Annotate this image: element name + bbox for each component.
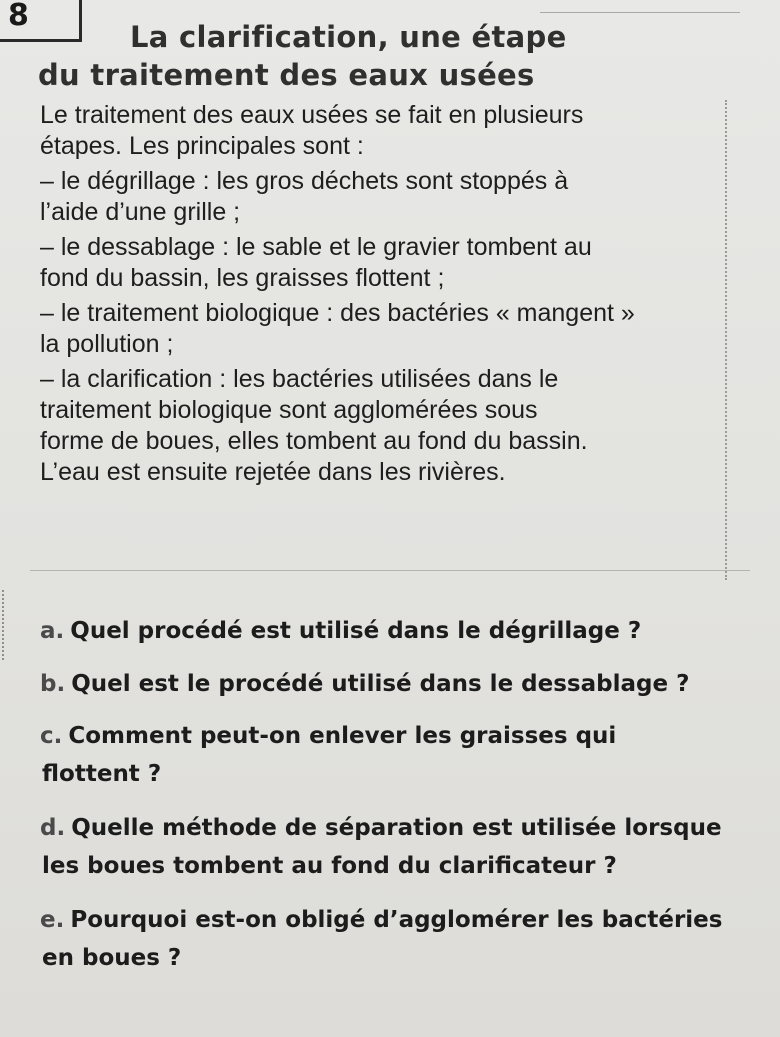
text-line: l’aide d’une grille ; bbox=[40, 198, 241, 226]
text-line: traitement biologique sont agglomérées sous bbox=[40, 396, 538, 424]
question-c bbox=[40, 717, 755, 793]
question-b bbox=[40, 665, 755, 703]
text-line: fond du bassin, les graisses flottent ; bbox=[40, 264, 445, 292]
section-divider bbox=[30, 570, 750, 571]
text-line: Le traitement des eaux usées se fait en plusieurs bbox=[40, 101, 584, 129]
text-line: la pollution ; bbox=[40, 330, 174, 358]
question-text: Quel procédé est utilisé dans le dégrillage ? bbox=[70, 618, 642, 644]
dotted-left-margin bbox=[2, 590, 4, 660]
text-line: forme de boues, elles tombent au fond du bassin. bbox=[40, 427, 588, 455]
question-text: en boues ? bbox=[42, 945, 182, 971]
question-text: Pourquoi est-on obligé d’agglomérer les bactéries bbox=[70, 907, 723, 933]
exercise-number: 8 bbox=[8, 0, 29, 33]
question-letter: e. bbox=[40, 907, 65, 933]
question-text: flottent ? bbox=[42, 761, 162, 787]
question-a bbox=[40, 612, 755, 650]
title-line-1: La clarification, une étape bbox=[130, 20, 567, 54]
question-letter: d. bbox=[40, 815, 66, 841]
text-line: – le traitement biologique : des bactéries « mangent » bbox=[40, 299, 635, 327]
exercise-title bbox=[38, 18, 578, 94]
question-text: les boues tombent au fond du clarificateur ? bbox=[42, 853, 617, 879]
text-line: L’eau est ensuite rejetée dans les rivières. bbox=[40, 458, 506, 486]
question-d bbox=[40, 809, 755, 885]
question-e bbox=[40, 901, 755, 977]
question-letter: a. bbox=[40, 618, 65, 644]
top-divider bbox=[540, 12, 740, 13]
title-line-2: du traitement des eaux usées bbox=[38, 58, 535, 92]
text-line: – le dégrillage : les gros déchets sont stoppés à bbox=[40, 167, 569, 195]
question-text: Quel est le procédé utilisé dans le dessablage ? bbox=[71, 671, 690, 697]
question-letter: c. bbox=[40, 723, 63, 749]
text-line: – le dessablage : le sable et le gravier tombent au bbox=[40, 233, 592, 261]
question-letter: b. bbox=[40, 671, 66, 697]
body-text bbox=[40, 100, 730, 488]
question-text: Quelle méthode de séparation est utilisée lorsque bbox=[71, 815, 722, 841]
questions-list bbox=[40, 612, 755, 977]
text-line: – la clarification : les bactéries utilisées dans le bbox=[40, 365, 559, 393]
question-text: Comment peut-on enlever les graisses qui bbox=[68, 723, 617, 749]
text-line: étapes. Les principales sont : bbox=[40, 132, 364, 160]
